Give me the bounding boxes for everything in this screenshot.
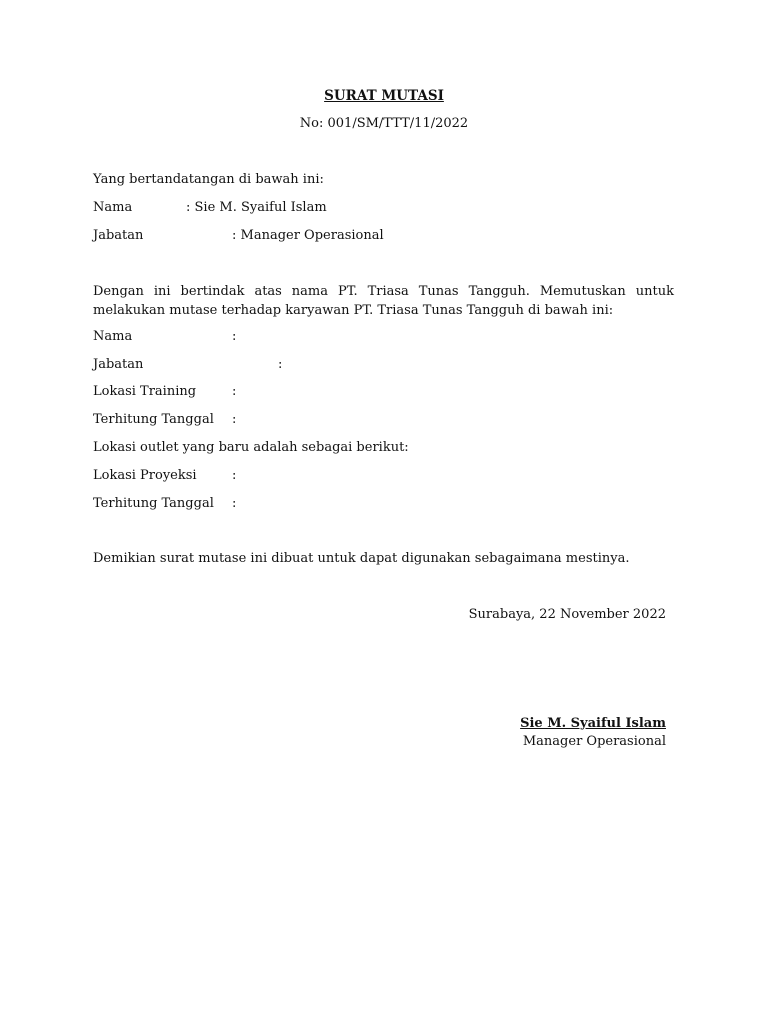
signature-name: Sie M. Syaiful Islam xyxy=(520,716,666,731)
employee-name-colon: : xyxy=(232,329,237,344)
body-paragraph: Dengan ini bertindak atas nama PT. Triasa Tunas Tangguh. Memutuskan untuk melakukan mutase terhadap karyawan PT. Triasa Tunas Tangguh di bawah ini: xyxy=(93,284,674,318)
signer-position-label: Jabatan xyxy=(93,228,144,243)
closing-statement: Demikian surat mutase ini dibuat untuk dapat digunakan sebagaimana mestinya. xyxy=(93,551,630,566)
signer-name-label: Nama xyxy=(93,200,133,215)
outlet-projection-label: Lokasi Proyeksi xyxy=(93,468,197,483)
employee-position-colon: : xyxy=(278,357,283,372)
signer-intro: Yang bertandatangan di bawah ini: xyxy=(93,172,324,187)
letter-number: No: 001/SM/TTT/11/2022 xyxy=(299,116,469,131)
employee-date-colon: : xyxy=(232,412,237,427)
outlet-date-colon: : xyxy=(232,496,237,511)
outlet-date-label: Terhitung Tanggal xyxy=(93,496,214,511)
employee-name-label: Nama xyxy=(93,329,133,344)
letter-title: SURAT MUTASI xyxy=(324,88,444,104)
employee-training-colon: : xyxy=(232,384,237,399)
employee-training-label: Lokasi Training xyxy=(93,384,197,399)
signer-name-value: : Sie M. Syaiful Islam xyxy=(186,200,327,215)
outlet-intro: Lokasi outlet yang baru adalah sebagai berikut: xyxy=(93,440,409,455)
employee-position-label: Jabatan xyxy=(93,357,144,372)
employee-date-label: Terhitung Tanggal xyxy=(93,412,214,427)
place-date: Surabaya, 22 November 2022 xyxy=(468,607,666,622)
signer-position-value: : Manager Operasional xyxy=(232,228,384,243)
outlet-projection-colon: : xyxy=(232,468,237,483)
signature-title: Manager Operasional xyxy=(522,734,666,749)
